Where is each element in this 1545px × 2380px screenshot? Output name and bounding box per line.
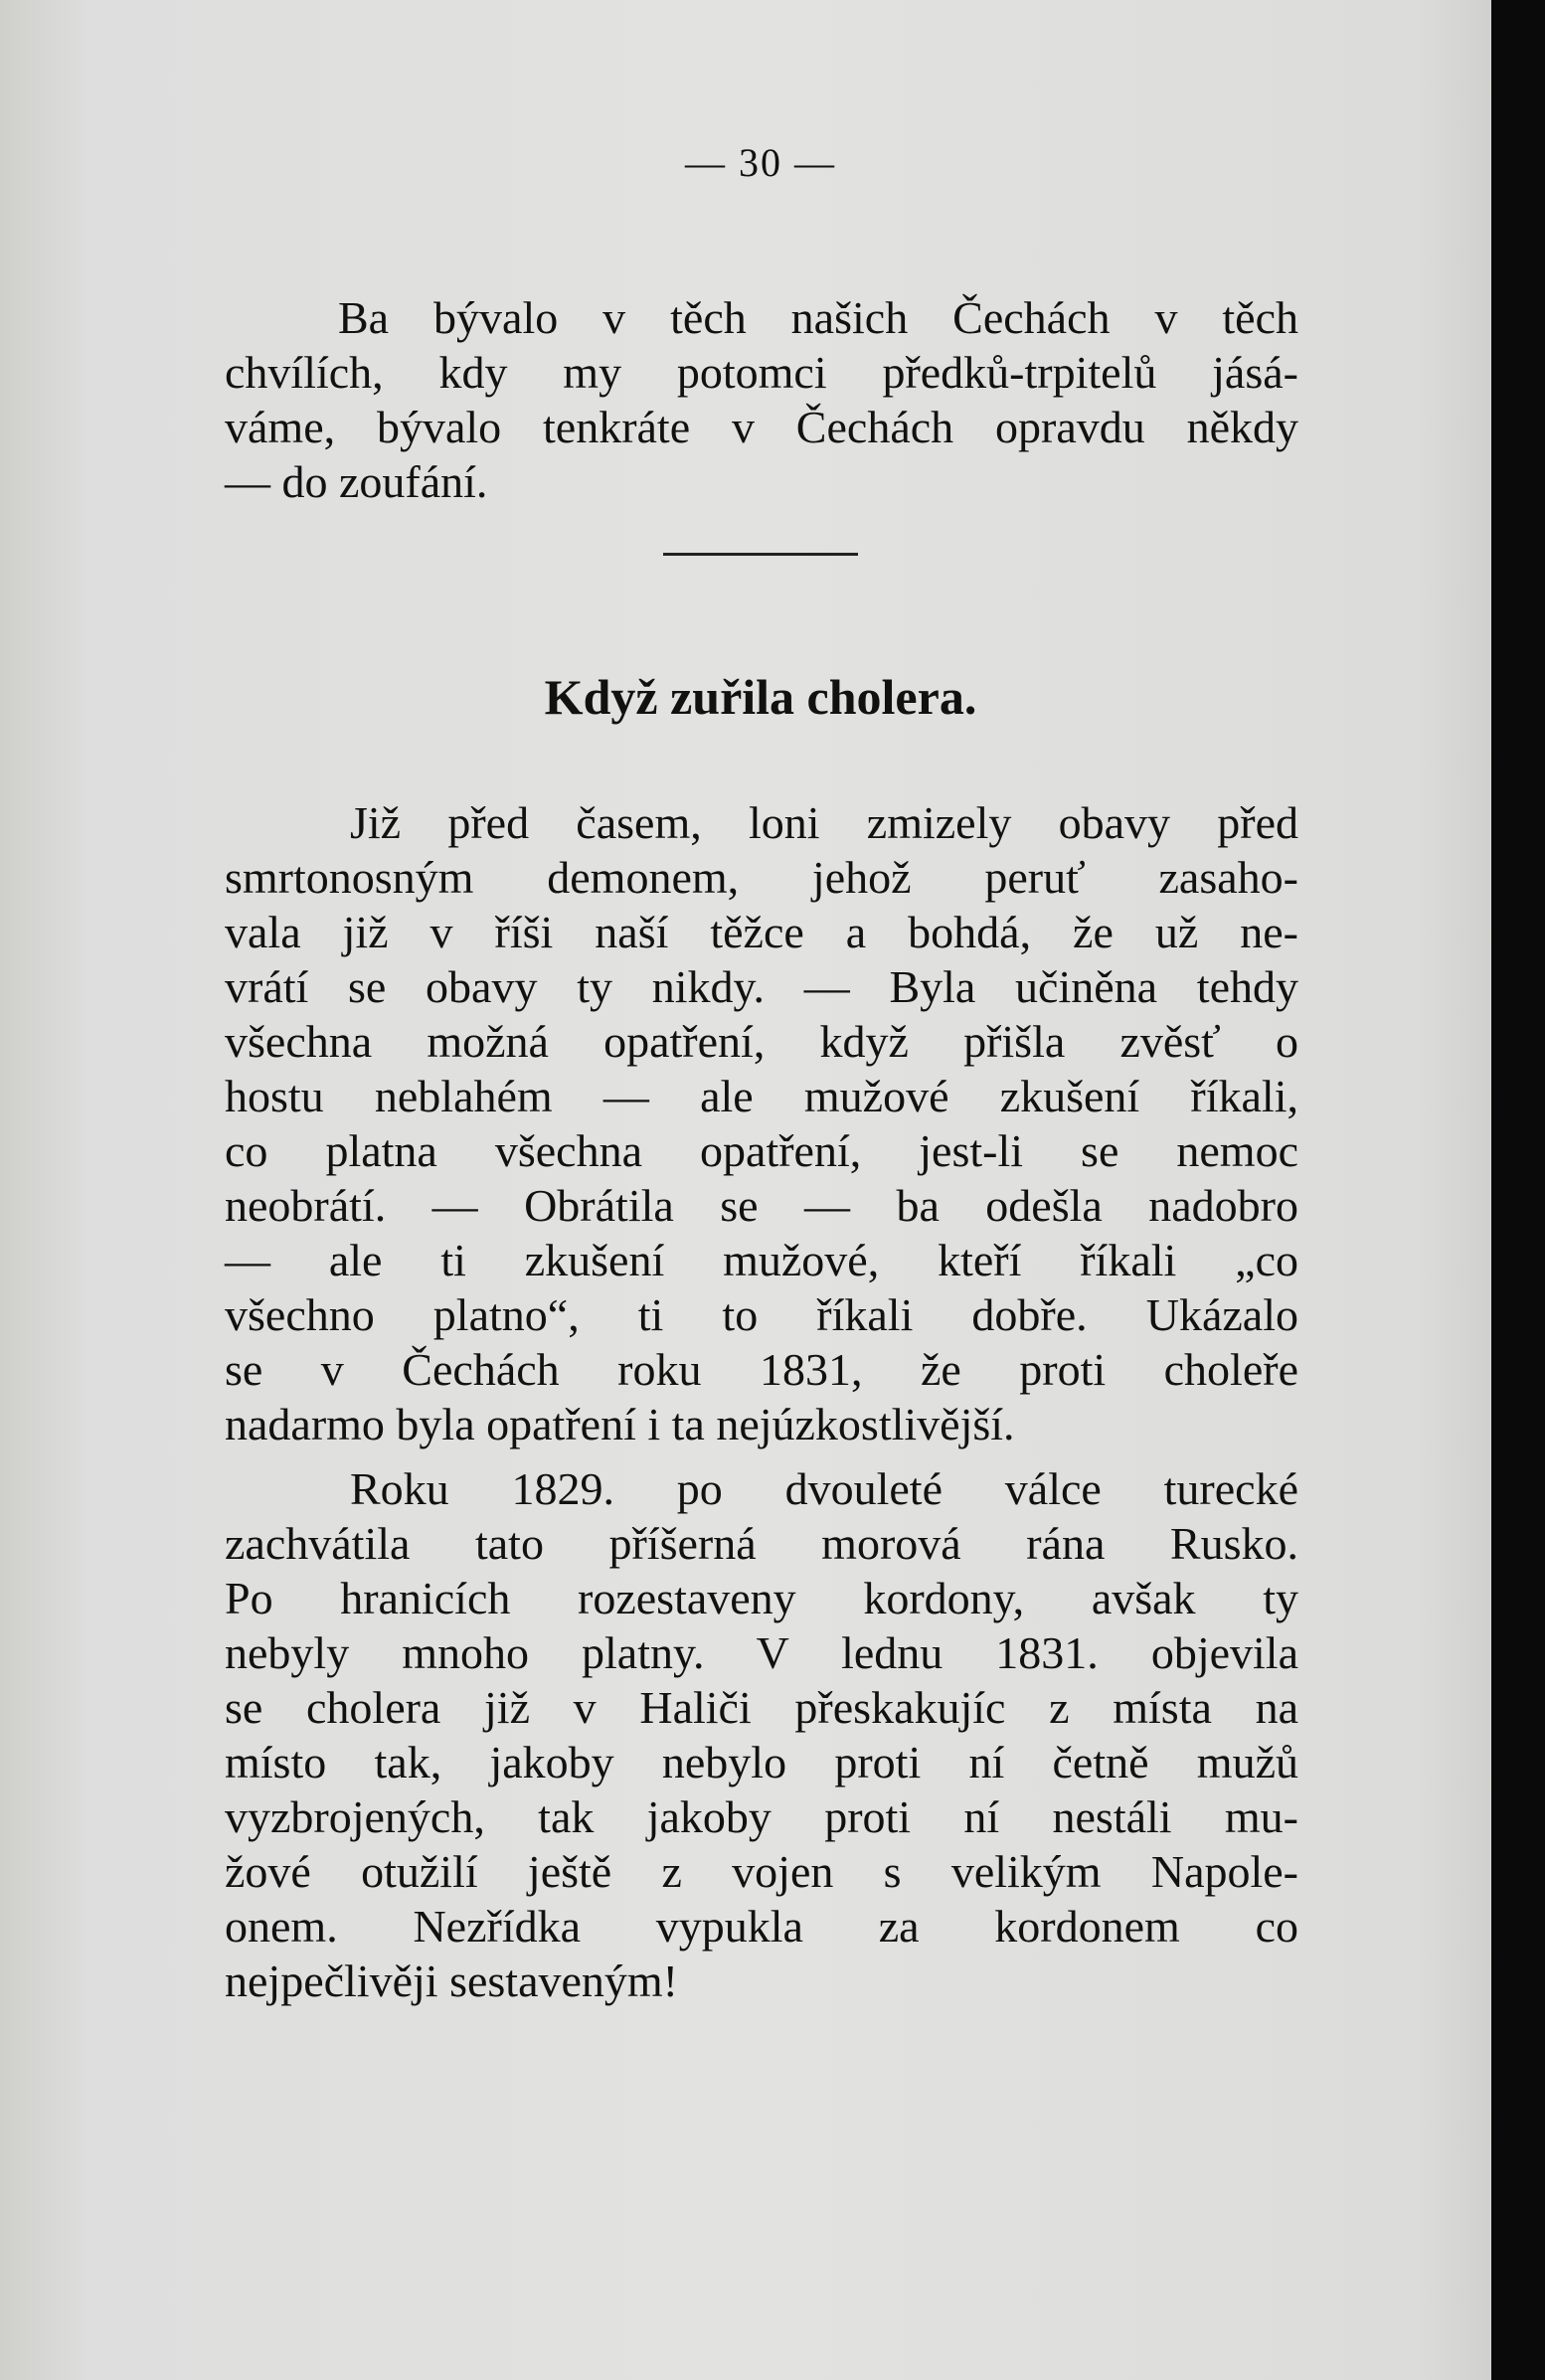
text-line: nadarmo byla opatření i ta nejúzkostlivější.: [225, 1399, 1015, 1449]
text-line: zachvátila tato příšerná morová rána Rusko.: [225, 1518, 1298, 1569]
text-line: — ale ti zkušení mužové, kteří říkali „co: [225, 1235, 1298, 1285]
text-line: onem. Nezřídka vypukla za kordonem co: [225, 1901, 1298, 1952]
section-heading: Když zuřila cholera.: [544, 669, 977, 725]
text-line: Roku 1829. po dvouleté válce turecké: [350, 1463, 1298, 1514]
binding-edge: [1491, 0, 1545, 2380]
text-line: Po hranicích rozestaveny kordony, avšak ty: [225, 1573, 1298, 1623]
text-line: co platna všechna opatření, jest-li se nemoc: [225, 1125, 1298, 1176]
paragraph-2: [225, 1461, 1298, 2008]
text-line: všechno platno“, ti to říkali dobře. Ukázalo: [225, 1289, 1298, 1340]
intro-paragraph: [225, 290, 1298, 509]
text-line: vala již v říši naší těžce a bohdá, že už ne-: [225, 907, 1298, 957]
page-number: — 30 —: [685, 140, 836, 185]
text-line: neobrátí. — Obrátila se — ba odešla nadobro: [225, 1180, 1298, 1231]
text-line: všechna možná opatření, když přišla zvěsť o: [225, 1016, 1298, 1067]
text-line: smrtonosným demonem, jehož peruť zasaho-: [225, 852, 1298, 903]
text-line: chvílích, kdy my potomci předků-trpitelů jásá-: [225, 347, 1298, 398]
text-line: vrátí se obavy ty nikdy. — Byla učiněna tehdy: [225, 961, 1298, 1012]
text-line: Ba bývalo v těch našich Čechách v těch: [338, 292, 1298, 343]
text-line: vyzbrojených, tak jakoby proti ní nestáli mu-: [225, 1791, 1298, 1842]
text-line: — do zoufání.: [225, 456, 488, 507]
text-line: nebyly mnoho platny. V lednu 1831. objevila: [225, 1627, 1298, 1678]
paragraph-1: [225, 795, 1298, 1451]
section-divider: [663, 553, 858, 556]
text-line: Již před časem, loni zmizely obavy před: [350, 797, 1298, 848]
text-line: místo tak, jakoby nebylo proti ní četně mužů: [225, 1737, 1298, 1787]
text-line: se cholera již v Haliči přeskakujíc z místa na: [225, 1682, 1298, 1733]
text-line: se v Čechách roku 1831, že proti choleře: [225, 1344, 1298, 1395]
body-text: [225, 795, 1298, 2008]
text-line: nejpečlivěji sestaveným!: [225, 1955, 679, 2006]
text-line: hostu neblahém — ale mužové zkušení říkali,: [225, 1071, 1298, 1121]
text-line: žové otužilí ještě z vojen s velikým Napole-: [225, 1846, 1298, 1897]
text-line: váme, bývalo tenkráte v Čechách opravdu někdy: [225, 402, 1298, 452]
